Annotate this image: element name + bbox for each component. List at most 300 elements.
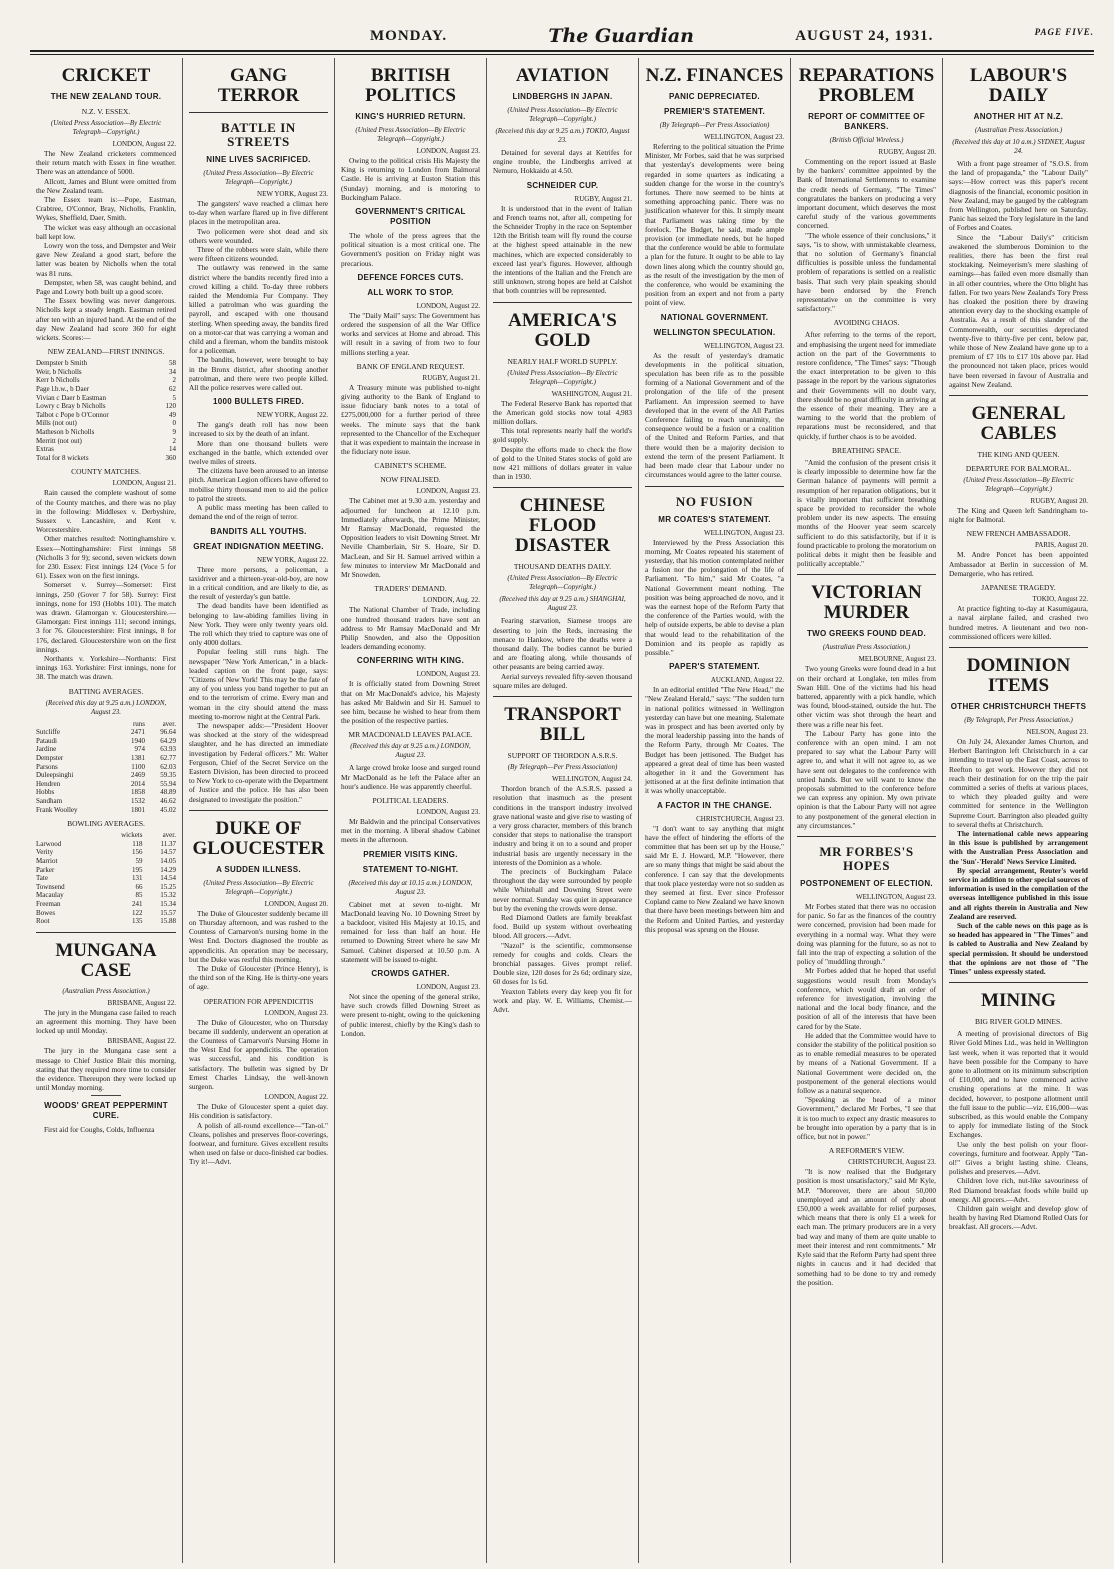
masthead-rule-thin xyxy=(30,54,1094,55)
article-paragraph: Mr Forbes added that he hoped that useful suggestions would result from Monday's conference, which would draft an order of reference for investigation, involving the national and the local body finance, and the position of all of the interests that have been cared for by the State. xyxy=(797,966,936,1031)
politics-dateline-5: RUGBY, August 21. xyxy=(422,373,480,382)
notice-paragraph: By special arrangement, Reuter's world service in addition to other special sources of information is used in the compilation of the overseas intelligence published in this issue and all rights therein in Australia and New Zealand are reserved. xyxy=(949,865,1088,921)
victorian-dateline: MELBOURNE, August 23. xyxy=(858,655,936,664)
innings-row xyxy=(36,394,176,403)
article-paragraph: It is understood that in the event of Italian and French teams not, after all, competing for the Schneider Trophy in the race on September 12th the British team will fly round the course at the highest speed attainable in the new machines, which are expected considerably to exceed last year's figures. However, although the intentions of the Italian and the French are still unknown, strong hopes are held at Calshot that both countries will be represented. xyxy=(493,203,632,296)
section-divider xyxy=(797,574,936,575)
table-cell: 1532 xyxy=(131,797,146,805)
article-paragraph: The Labour Party has gone into the conference with an open mind. I am not prepared to say what the Labour Party will agree to, and what it will not agree to, as we have sent out delegates to the conference with untied hands. But we will want to know the proposals submitted to the conference before we can express any opinion. My own private opinion is that the Labour Party will not agree to any postponement of the general election in any circumstances." xyxy=(797,728,936,830)
bowling-row xyxy=(36,874,176,883)
table-cell: Mills (not out) xyxy=(36,419,77,428)
article-paragraph: Detained for several days at Ketrifes for engine trouble, the Lindberghs arrived at Nemuro, Hokkaido at 4.50. xyxy=(493,148,632,176)
gang-subhead: BATTLE IN STREETS xyxy=(221,120,296,149)
politics-subhead-7: NOW FINALISED. xyxy=(380,475,441,485)
article-paragraph: The Duke of Gloucester (Prince Henry), is the third son of the King. He is thirty-one years of age. xyxy=(189,964,328,992)
reparations-headline: REPARATIONS PROBLEM xyxy=(798,65,935,106)
article-paragraph: At practice fighting to-day at Kasumigaura, a naval airplane failed, and crashed two hundred metres. A lieutenant and two non-commissioned officers were killed. xyxy=(949,604,1088,641)
dominion-subhead: OTHER CHRISTCHURCH THEFTS xyxy=(950,701,1087,711)
innings-row xyxy=(36,402,176,411)
nzfin-headline: N.Z. FINANCES xyxy=(645,65,784,86)
batting-row xyxy=(36,763,176,772)
cricket-subhead: THE NEW ZEALAND TOUR. xyxy=(50,92,162,101)
county-matches-title: COUNTY MATCHES. xyxy=(71,467,141,477)
article-paragraph: The National Chamber of Trade, including one hundred thousand traders have sent an address to Mr Ramsay MacDonald and Mr Philip Snowden, and also the Opposition leaders demanding economy. xyxy=(341,605,480,652)
article-paragraph: Allcott, James and Blunt were omitted from the New Zealand team. xyxy=(36,176,176,195)
politics-subhead-11: POLITICAL LEADERS. xyxy=(372,795,449,805)
table-cell: 48.89 xyxy=(160,788,176,797)
table-cell: 118 xyxy=(132,839,143,848)
column-1 xyxy=(30,58,182,1563)
article-paragraph: The Cabinet met at 9.30 a.m. yesterday and adjourned for luncheon at 12.10 p.m. Immediately afterwards, the Prime Minister, Mr Ramsay MacDonald, requested the Opposition leaders to visit Downing Street. Mr Neville Chamberlain, Sir S. Hoare, Sir D. MacLean, and Sir H. Samuel arrived within a few minutes to interview Mr MacDonald and Mr Snowden. xyxy=(341,496,480,580)
table-cell: 0 xyxy=(172,419,176,428)
table-cell: Matheson b Nicholls xyxy=(36,428,95,437)
politics-dateline-8: LONDON, Aug. 22. xyxy=(423,596,480,605)
gold-subhead: NEARLY HALF WORLD SUPPLY. xyxy=(507,356,618,366)
innings-total-row xyxy=(36,454,176,463)
table-header: wickets xyxy=(121,831,143,840)
aviation-headline: AVIATION xyxy=(515,65,610,86)
flood-headline: CHINESE FLOOD DISASTER xyxy=(514,495,611,557)
table-cell: 85 xyxy=(135,891,143,900)
aviation-subhead-2: SCHNEIDER CUP. xyxy=(526,180,599,190)
gloucester-source: (United Press Association—By Electric Telegraph—Copyright.) xyxy=(203,878,314,896)
masthead-day: MONDAY. xyxy=(370,27,448,44)
article-paragraph: Lowry won the toss, and Dempster and Weir gave New Zealand a good start, before the latter was beaten by Nicholls when the total was 81 runs. xyxy=(36,241,176,278)
gang-subhead-2: NINE LIVES SACRIFICED. xyxy=(206,155,311,164)
cables-subhead-2: DEPARTURE FOR BALMORAL. xyxy=(965,464,1072,474)
article-paragraph: The jury in the Mungana case sent a message to Chief Justice Blair this morning, stating that they required more time to consider the evidence. Thereupon they were locked up until Monday morning. xyxy=(36,1046,176,1093)
batting-row xyxy=(36,797,176,806)
section-divider xyxy=(949,395,1088,396)
innings-title: NEW ZEALAND—FIRST INNINGS. xyxy=(47,347,165,357)
innings-scorecard xyxy=(36,359,176,462)
table-cell: 62.77 xyxy=(160,754,176,763)
table-cell: Jardine xyxy=(36,745,57,754)
notice-paragraph: The international cable news appearing in this issue is published by arrangement with the Australian Press Association and the 'Sun'-'Herald' News Service Limited. xyxy=(949,828,1088,866)
aviation-source: (United Press Association—By Electric Telegraph—Copyright.) xyxy=(507,106,618,123)
gloucester-dateline: LONDON, August 20. xyxy=(264,899,328,908)
table-cell: 14.29 xyxy=(160,865,176,874)
table-cell: Root xyxy=(36,917,50,926)
masthead-date: AUGUST 24, 1931. xyxy=(795,27,934,44)
reparations-subhead: REPORT OF COMMITTEE OF BANKERS. xyxy=(808,112,925,131)
victorian-subhead: TWO GREEKS FOUND DEAD. xyxy=(806,629,927,639)
table-cell: 131 xyxy=(131,874,143,883)
section-divider xyxy=(493,487,632,488)
article-paragraph: The Federal Reserve Bank has reported that the American gold stocks now total 4,983 million dollars. xyxy=(493,398,632,427)
innings-row xyxy=(36,359,176,368)
victorian-source: (Australian Press Association.) xyxy=(822,643,911,652)
nzfin-dateline-7: AUCKLAND, August 22. xyxy=(710,676,784,685)
article-paragraph: Mr Baldwin and the principal Conservatives met in the morning. A liberal shadow Cabinet meets in the afternoon. xyxy=(341,816,480,845)
nzfin-dateline: WELLINGTON, August 23. xyxy=(704,133,784,141)
article-paragraph: Northants v. Yorkshire—Northants: First innings 163. Yorkshire: First innings, none for 38. The match was drawn. xyxy=(36,654,176,682)
batting-row xyxy=(36,728,176,737)
table-cell: Frank Woolley xyxy=(36,805,78,814)
table-cell: 15.25 xyxy=(160,882,176,891)
table-cell: Weir, b Nicholls xyxy=(36,367,82,376)
innings-total-runs: 360 xyxy=(165,453,176,462)
table-cell: Dempster xyxy=(36,754,64,763)
table-cell: Kerr b Nicholls xyxy=(36,376,80,385)
gold-dateline: WASHINGTON, August 21. xyxy=(551,389,632,398)
cables-dateline-3: PARIS, August 20. xyxy=(1034,541,1088,550)
masthead-rule xyxy=(30,50,1094,52)
labour-dateline: (Received this day at 10 a.m.) SYDNEY, August 24. xyxy=(952,138,1085,155)
politics-dateline-4: LONDON, August 22. xyxy=(416,301,480,310)
forbes-dateline: WELLINGTON, August 23. xyxy=(856,892,936,901)
article-paragraph: The gangsters' wave reached a climax here to-day when warfare flared up in five different places in the metropolitan area. xyxy=(189,199,328,227)
gang-subhead-3: 1000 BULLETS FIRED. xyxy=(212,397,305,407)
table-cell: 1858 xyxy=(131,788,146,797)
table-cell: Hendren xyxy=(36,779,61,788)
table-cell: Sutcliffe xyxy=(36,728,60,737)
article-paragraph: The gang's death roll has now been increased to six by the death of an infant. xyxy=(189,420,328,439)
table-cell: 2014 xyxy=(131,779,146,788)
article-paragraph: Rain caused the complete washout of some of the County matches, and there was no play in the following: Middlesex v. Derbyshire, Sussex v. Lancashire, and Kent v. Worcestershire. xyxy=(36,488,176,535)
article-paragraph: With a front page streamer of "S.O.S. from the land of propaganda," the "Labour Daily" says:—How correct was this paper's recent diagnosis of the financial, economic position in New Zealand, may be gauged by the cablegram from Wellington, published here on Saturday. Panic has seized the Tory legislature in the land of Forbes and Coates. xyxy=(949,159,1088,233)
forbes-headline: MR FORBES'S HOPES xyxy=(819,843,914,873)
innings-row xyxy=(36,445,176,454)
table-cell: 96.64 xyxy=(160,728,176,737)
article-paragraph: The whole of the press agrees that the political situation is a most critical one. The Government's position on Friday night was precarious. xyxy=(341,231,480,268)
nzfin-dateline-4: WELLINGTON, August 23. xyxy=(704,341,784,350)
cables-subhead: THE KING AND QUEEN. xyxy=(977,450,1060,460)
gang-headline: GANG TERROR xyxy=(217,65,300,106)
article-paragraph: A public mass meeting has been called to demand the end of the reign of terror. xyxy=(189,503,328,522)
politics-subhead-12: PREMIER VISITS KING. xyxy=(363,849,458,859)
bowling-row xyxy=(36,848,176,857)
column-2 xyxy=(182,58,334,1563)
nzfin-dateline-8: CHRISTCHURCH, August 23. xyxy=(696,814,784,823)
section-divider xyxy=(189,810,328,811)
bowling-averages-title: BOWLING AVERAGES. xyxy=(67,819,145,829)
advertisement: Red Diamond Oatlets are family breakfast food. Build up system without overheating blood. All grocers.—Advt. xyxy=(493,912,632,941)
labour-subhead: ANOTHER HIT AT N.Z. xyxy=(973,112,1064,121)
table-cell: 2469 xyxy=(131,771,146,780)
article-paragraph: Referring to the political situation the Prime Minister, Mr Forbes, said that he was surprised that yesterday's developments were being regarded in some quarters as indicating a sudden change for the worse in the country's fortunes. There now seemed to be hints at something approaching panic. There was no justification whatever for this. It simply meant that Parliament was taking time by the forelock. The Budget, he said, made ample provision (or immediate needs, but he hoped that the conference would be able to formulate a plan for the future. It ought to be able to lay down lines along which the country should go, as the result of the investigation by the men of the conference, who would be examining the position from an expert and not from a party point of view. xyxy=(645,142,784,308)
gloucester-dateline-3: LONDON, August 22. xyxy=(264,1093,328,1102)
article-paragraph: Since the "Labour Daily's" criticism awakened the slumberous Dominion to the realities, there has been the first real stocktaking. Neimeyerism's mere slashing of earnings—has failed even more dismally than in all other countries, where the Otto blight has fallen. For two years New Zealand's Tory Press has cloaked the position there by drawing attention every day to the shocking example of Australia. As a result of this slander of the Commonwealth, our securities depreciated twenty-five to thirty-five per cent, below par, while those of New Zealand have gone up to a premium of £7 10s to £17 10s above par. Had the pronounced not taken place, prices would have been reversed in favour of Australia and against New Zealand. xyxy=(949,232,1088,389)
article-paragraph: Cabinet met at seven to-night. Mr MacDonald leaving No. 10 Downing Street by a backdoor, visited His Majesty at 10.15, and remained for less than half an hour. He returned to Downing Street where he saw Mr Samuel. Cabinet dispersed at 10.50 p.m. A statement will be issued to-night. xyxy=(341,899,480,964)
transport-subhead: SUPPORT OF THORDON A.S.R.S. xyxy=(507,751,618,761)
innings-row xyxy=(36,419,176,428)
article-paragraph: The "Daily Mail" says: The Government has ordered the suspension of all the War Office works and services at Home and abroad. This will result in a saving of from two to four millions sterling a year. xyxy=(341,310,480,357)
peppermint-ad-text: First aid for Coughs, Colds, Influenza xyxy=(44,1125,155,1135)
labour-source: (Australian Press Association.) xyxy=(974,126,1063,134)
innings-row xyxy=(36,376,176,385)
advertisement: "Nazol" is the scientific, commonsense remedy for coughs and colds. Clears the bronchial passages. Gives prompt relief. Double size, 120 doses for 2s 6d; ordinary size, 60 doses for 1s 6d. xyxy=(493,940,632,987)
article-paragraph: The Duke of Gloucester, who on Thursday became ill suddenly, underwent an operation at the Countess of Carnarvon's Nursing Home in the West End for appendicitis. The operation was successful, and his condition is satisfactory. The bulletin was signed by Dr Ernest Charles Lindsay, the well-known surgeon. xyxy=(189,1017,328,1092)
gold-source: (United Press Association—By Electric Telegraph—Copyright.) xyxy=(507,368,618,386)
article-paragraph: A Treasury minute was published to-night giving authority to the Bank of England to issue fiduciary bank notes to a total of £275,000,000 for a further period of three weeks. The minute says that the bank represented to the Chancellor of the Exchequer that it was expedient to maintain the increase in the fiduciary note issue. xyxy=(341,382,481,457)
cables-dateline: RUGBY, August 20. xyxy=(1030,497,1088,506)
mungana-headline: MUNGANA CASE xyxy=(55,939,157,981)
county-dateline: LONDON, August 21. xyxy=(112,479,176,488)
mungana-dateline-2: BRISBANE, August 22. xyxy=(107,1037,176,1046)
advertisement: Children love rich, nut-like savouriness of Red Diamond breakfast foods while build up energy. All grocers.—Advt. xyxy=(949,1176,1088,1204)
bowling-row xyxy=(36,909,176,918)
flood-subhead: THOUSAND DEATHS DAILY. xyxy=(513,562,612,572)
article-paragraph: Two policemen were shot dead and six others were wounded. xyxy=(189,226,328,245)
table-cell: 15.57 xyxy=(160,908,176,917)
table-cell: Merritt (not out) xyxy=(36,436,82,445)
gang-subhead-5: GREAT INDIGNATION MEETING. xyxy=(193,541,324,551)
mining-headline: MINING xyxy=(981,990,1056,1012)
article-paragraph: The wicket was easy although an occasional ball kept low. xyxy=(36,222,176,241)
innings-row xyxy=(36,368,176,377)
batting-row xyxy=(36,780,176,789)
peppermint-ad-title: WOODS' GREAT PEPPERMINT CURE. xyxy=(44,1101,168,1121)
gloucester-subhead: A SUDDEN ILLNESS. xyxy=(216,864,301,874)
article-paragraph: Thordon branch of the A.S.R.S. passed a resolution that inasmuch as the present conditions in the transport industry involved grave national waste and give rise to wasting of a very gross character, members of this branch consider that steps to nationalise the transport industry and bring it on to a sound and proper industrial basis are urgently necessary in the interests of the Dominion as a whole. xyxy=(493,784,633,867)
section-divider xyxy=(189,112,328,113)
politics-subhead-13: STATEMENT TO-NIGHT. xyxy=(362,864,459,874)
politics-dateline-11: LONDON, August 23. xyxy=(416,807,480,816)
article-paragraph: The New Zealand cricketers commenced their return match with Essex in fine weather. There was an attendance of 5000. xyxy=(36,149,176,177)
table-cell: Parker xyxy=(36,865,55,874)
table-cell: 34 xyxy=(169,367,176,376)
article-paragraph: He added that the Committee would have to consider the stability of the political position so as to enable remedial measures to be operated by means of a National Government. If a National Government were decided on, the postponement of the general elections would follow as a natural sequence. xyxy=(797,1030,936,1096)
table-cell: Macaulay xyxy=(36,891,64,900)
table-cell: 62 xyxy=(169,385,176,394)
article-paragraph: Commenting on the report issued at Basle by the bankers' committee appointed by the Bank of International Settlements to examine the credit needs of Germany, "The Times" congratulates the bankers on producing a very important document, which deserves the most careful study of the various governments concerned. xyxy=(797,157,936,231)
batting-row xyxy=(36,771,176,780)
section-divider xyxy=(645,486,784,487)
article-paragraph: Dempster, when 58, was caught behind, and Page and Lowry both built up a good score. xyxy=(36,277,176,297)
aviation-subhead: LINDBERGHS IN JAPAN. xyxy=(512,92,613,101)
politics-subhead-4: ALL WORK TO STOP. xyxy=(367,287,454,297)
innings-row xyxy=(36,411,176,420)
table-cell: 45.02 xyxy=(160,805,176,814)
section-divider xyxy=(493,696,632,697)
article-paragraph: Three of the robbers were slain, while there were fifteen citizens wounded. xyxy=(189,245,328,264)
politics-subhead-5: BANK OF ENGLAND REQUEST. xyxy=(356,361,465,371)
table-cell: Talbot c Pope b O'Connor xyxy=(36,410,109,419)
table-cell: 15.32 xyxy=(160,891,176,900)
table-cell: Sandham xyxy=(36,797,63,805)
article-paragraph: The citizens have been aroused to an intense pitch. American Legion officers have offered to mobilise thirty thousand men to aid the police to patrol the streets. xyxy=(189,466,328,503)
column-4 xyxy=(486,58,638,1563)
section-divider xyxy=(949,982,1088,983)
article-paragraph: The outlawry was renewed in the same district where the bandits recently fired into a crowd killing a child. To-day three robbers raided the Mendomia Fur Company. They killed a patrolman who was guarding the payroll, and escaped with one thousand sterling. When speeding away, the bandits fired on a motor-car that was carrying a woman and child and a fireman, whom the bandits mistook for a policeman. xyxy=(189,263,328,356)
table-header: runs xyxy=(132,719,146,728)
article-paragraph: Two young Greeks were found dead in a hut on their orchard at Longlake, ten miles from Swan Hill. One of the victims had his head battered, apparently with a pick handle, which was found, blood-stained, outside the hut. The other victim was shot through the heart and there was a rifle near his feet. xyxy=(797,664,936,729)
politics-subhead-6: CABINET'S SCHEME. xyxy=(374,461,447,471)
reparations-dateline: RUGBY, August 20. xyxy=(878,148,936,156)
transport-dateline: WELLINGTON, August 24. xyxy=(552,775,632,784)
table-cell: 11.37 xyxy=(160,839,176,848)
table-cell: Hobbs xyxy=(36,788,55,797)
table-cell: Pataudi xyxy=(36,736,57,745)
article-paragraph: Popular feeling still runs high. The newspaper "New York American," in a black-leaded caption on the front page, says: "Citizens of New York! This may be the fate of any of you unless you band together to put an end to the terrorism of crime. Every man and woman in the city should attend the mass meeting to-morrow night at the Central Park. xyxy=(189,647,328,721)
reparations-subhead-3: BREATHING SPACE. xyxy=(832,445,901,455)
table-cell: Bowes xyxy=(36,908,56,917)
table-header-row xyxy=(36,720,176,729)
gang-dateline-3: NEW YORK, August 22. xyxy=(257,555,328,564)
article-paragraph: The Duke of Gloucester spent a quiet day. His condition is satisfactory. xyxy=(189,1102,328,1121)
table-cell: Parsons xyxy=(36,762,58,771)
bowling-row xyxy=(36,900,176,909)
article-paragraph: Other matches resulted: Nottinghamshire v. Essex—Nottinghamshire: First innings 58 (Nicholls 3 for 9); second, seven wickets down for 230. Essex: First innings 124 (Voce 5 for 61). Essex won on the first innings. xyxy=(36,534,176,581)
article-paragraph: The newspaper adds:—"President Hoover was shocked at the story of the widespread slaughter, and he has directed an immediate investigation by Federal officers." Mr. Walter Ferguson, Chief of the Secret Service on the Eastern Division, has been directed to proceed to New York to co-operate with the Department of Justice and the police. He has also been designated to investigate the position." xyxy=(189,720,329,804)
cricket-headline: CRICKET xyxy=(61,65,151,86)
mining-subhead: BIG RIVER GOLD MINES. xyxy=(974,1017,1063,1027)
masthead-paper-name: The Guardian xyxy=(548,25,694,47)
advertisement: Yeaxton Tablets every day keep you fit for work and play. W. E. Williams, Chemist.—Advt. xyxy=(493,986,632,1014)
table-cell: 1801 xyxy=(131,805,146,814)
article-paragraph: This total represents nearly half the world's gold supply. xyxy=(493,426,632,445)
politics-dateline-7: LONDON, August 23. xyxy=(416,487,480,496)
notice-paragraph: Such of the cable news on this page as is so headed has appeared in "The Times" and is cabled to Australia and New Zealand by special permission. It should be understood that the opinions are not those of "The Times" unless expressly stated. xyxy=(949,920,1088,976)
article-paragraph: The King and Queen left Sandringham to-night for Balmoral. xyxy=(949,506,1088,525)
table-cell: 241 xyxy=(131,899,143,908)
gloucester-dateline-2: LONDON, August 23. xyxy=(264,1008,328,1017)
aviation-dateline: (Received this day at 9.25 a.m.) TOKIO, August 23. xyxy=(495,127,630,144)
dominion-dateline: NELSON, August 23. xyxy=(1026,727,1088,736)
table-cell: Larwood xyxy=(36,839,62,848)
reparations-source: (British Official Wireless.) xyxy=(829,136,904,144)
nzfin-subhead-8: A FACTOR IN THE CHANGE. xyxy=(657,800,772,810)
article-paragraph: The dead bandits have been identified as belonging to law-abiding families living in New York. They were only twenty years old. The roll which they tried to capture was one of only 4000 dollars. xyxy=(189,601,328,648)
innings-row xyxy=(36,385,176,394)
table-cell: Duleepsinghi xyxy=(36,771,74,780)
table-cell: 2 xyxy=(172,436,176,445)
bowling-row xyxy=(36,891,176,900)
bowling-row xyxy=(36,866,176,875)
article-paragraph: Mr Forbes stated that there was no occasion for panic. So far as the finances of the country were concerned, provision had been made for everything in a normal way. What they were doing was planning for the future, so as not to fall into the trap of expecting a solution of the policy of "muddling through." xyxy=(797,901,936,967)
advertisement: Use only the best polish on your floor-coverings, furniture and footwear. Apply "Tan-ol!" Gives a bright lasting shine. Cleans, polishes and preserves.—Advt. xyxy=(949,1139,1088,1177)
cables-dateline-4: TOKIO, August 22. xyxy=(1032,595,1088,604)
article-paragraph: Despite the efforts made to check the flow of gold to the United States stocks of gold are now 421 millions of dollars greater in value than in 1930. xyxy=(493,444,632,482)
batting-row xyxy=(36,788,176,797)
batting-row xyxy=(36,737,176,746)
gang-source: (United Press Association—By Electric Telegraph—Copyright.) xyxy=(203,169,314,186)
batting-averages-title: BATTING AVERAGES. xyxy=(68,686,144,696)
column-3 xyxy=(334,58,486,1563)
article-paragraph: "It is now realised that the Budgetary position is most unsatisfactory," said Mr Kyle, M.P. "Moreover, there are about 50,000 unemployed and an amount of only about £50,000 a week available for relief purposes, which means that there is only £1 a week for each man. The primary producers are in a very bad way and many of them are quite unable to meet their interest and rent commitments." Mr Kyle said that the Reform Party had spent three nights in caucus and it had decided that something had to be done to try and remedy the position. xyxy=(797,1167,936,1287)
column-6 xyxy=(790,58,942,1563)
table-cell: 14.54 xyxy=(160,874,176,883)
nzfin-subhead-5: NO FUSION xyxy=(675,493,754,509)
innings-total-label: Total for 8 wickets xyxy=(36,453,89,462)
politics-dateline: LONDON, August 23. xyxy=(416,147,480,155)
table-cell: 135 xyxy=(131,917,143,926)
article-paragraph: "The whole essence of their conclusions," it says, "is to show, with unmistakable clearness, that no solution of Germany's financial difficulties is possible unless the fundamental problem of reparations is settled on a realistic basis. That such very plain speaking should have been endorsed by the French representative on the committee is very satisfactory." xyxy=(797,230,936,314)
politics-source: (United Press Association—By Electric Telegraph—Copyright.) xyxy=(355,126,466,143)
politics-subhead-3: DEFENCE FORCES CUTS. xyxy=(357,272,464,282)
table-cell: 2471 xyxy=(131,728,146,737)
cricket-source: (United Press Association—By Electric Telegraph—Copyright.) xyxy=(50,119,162,136)
table-cell: 58 xyxy=(169,359,176,368)
article-paragraph: Owing to the political crisis His Majesty the King is returning to London from Balmoral Castle. He is arriving at Euston Station this (Sunday) morning, and is motoring to Buckingham Palace. xyxy=(341,156,480,202)
table-cell: 55.94 xyxy=(160,779,176,788)
nzfin-dateline-6: WELLINGTON, August 23. xyxy=(704,528,784,537)
table-cell: 122 xyxy=(131,908,143,917)
politics-subhead-2: GOVERNMENT'S CRITICAL POSITION xyxy=(355,207,466,227)
table-cell: 2 xyxy=(172,376,176,385)
table-cell: Lowry c Bray b Nicholls xyxy=(36,402,106,411)
gloucester-subhead-2: OPERATION FOR APPENDICITIS xyxy=(203,996,314,1006)
table-cell: 5 xyxy=(172,393,176,402)
article-paragraph: It is officially stated from Downing Street that on Mr MacDonald's advice, his Majesty has asked Mr Baldwin and Sir H. Samuel to see him, because he wished to hear from them the position of the respective parties. xyxy=(341,679,480,726)
table-header-row xyxy=(36,831,176,840)
flood-dateline: (Received this day at 9.25 a.m.) SHANGHAI, August 23. xyxy=(499,595,626,613)
article-paragraph: "Speaking as the head of a minor Government," declared Mr Forbes, "I see that it is too much to expect any drastic measures to be brought into operation by a party that is in office, but not in power." xyxy=(797,1095,936,1142)
table-cell: Townsend xyxy=(36,882,65,891)
table-cell: 64.29 xyxy=(160,736,176,745)
section-divider xyxy=(949,647,1088,648)
masthead-page-number: PAGE FIVE. xyxy=(1034,27,1094,37)
table-cell: 156 xyxy=(131,848,143,857)
table-cell: 9 xyxy=(172,428,176,437)
dominion-headline: DOMINION ITEMS xyxy=(966,654,1071,696)
table-cell: 46.62 xyxy=(160,797,176,805)
gold-headline: AMERICA'S GOLD xyxy=(508,309,617,351)
aviation-dateline-2: RUGBY, August 21. xyxy=(574,194,632,203)
table-cell: 15.88 xyxy=(160,917,176,926)
politics-subhead-10: MR MACDONALD LEAVES PALACE. xyxy=(348,730,473,740)
section-divider xyxy=(36,932,176,933)
table-header: aver. xyxy=(162,831,176,840)
cables-source: (United Press Association—By Electric Telegraph—Copyright.) xyxy=(963,476,1074,494)
politics-subhead-9: CONFERRING WITH KING. xyxy=(356,656,465,666)
gang-dateline: NEW YORK, August 23. xyxy=(257,190,328,198)
reparations-subhead-2: AVOIDING CHAOS. xyxy=(833,318,900,328)
mungana-source: (Australian Press Association.) xyxy=(62,986,150,995)
politics-dateline-10: (Received this day at 9.25 a.m.) LONDON, August 23. xyxy=(350,742,471,760)
gloucester-headline: DUKE OF GLOUCESTER xyxy=(192,817,325,859)
nzfin-subhead-3: NATIONAL GOVERNMENT. xyxy=(660,312,769,322)
section-divider xyxy=(797,836,936,837)
table-cell: 974 xyxy=(134,745,146,754)
section-divider xyxy=(493,302,632,303)
article-paragraph: Fearing starvation, Siamese troops are deserting to join the Reds, increasing the menace to Hankow, where the deaths were a thousand daily. The bodies cannot be buried and are floating along, while thousands of other peasants are being carried away. xyxy=(493,616,632,672)
cables-subhead-3: NEW FRENCH AMBASSADOR. xyxy=(966,529,1071,539)
forbes-subhead: POSTPONEMENT OF ELECTION. xyxy=(800,878,933,888)
bowling-averages-table xyxy=(36,831,176,926)
politics-subhead-8: TRADERS' DEMAND. xyxy=(374,584,447,594)
table-cell: 14.05 xyxy=(160,856,176,865)
article-paragraph: Aerial surveys revealed fifty-seven thousand square miles are deluged. xyxy=(493,671,632,690)
article-paragraph: Interviewed by the Press Association this morning, Mr Coates repeated his statement of yesterday, that his motion contemplated neither a fusion nor the prolongation of the life of Parliament. "To him," said Mr Coates, "a National Government meant nothing. The position was being approached de novo, and it was the earnest hope of the Reform Party that the conference of the Parties would, with the help of outside experts, be able to devise a plan that would lead to the rehabilitation of the Dominion and its people as rapidly as possible." xyxy=(645,537,784,657)
cricket-match: N.Z. V. ESSEX. xyxy=(81,107,131,116)
table-cell: Marriot xyxy=(36,856,58,865)
forbes-dateline-2: CHRISTCHURCH, August 23. xyxy=(848,1158,936,1167)
bowling-row xyxy=(36,917,176,926)
cables-subhead-4: JAPANESE TRAGEDY. xyxy=(981,583,1056,593)
cables-headline: GENERAL CABLES xyxy=(971,403,1066,445)
table-cell: Vivian c Daer b Eastman xyxy=(36,393,106,402)
article-paragraph: Three more persons, a policeman, a taxidriver and a thirteen-year-old-boy, are now in a critical condition, and are likely to die, as the result of yesterday's gun battle. xyxy=(189,564,328,602)
bowling-row xyxy=(36,883,176,892)
nzfin-subhead-6: MR COATES'S STATEMENT. xyxy=(658,514,771,524)
transport-headline: TRANSPORT BILL xyxy=(504,704,621,746)
article-paragraph: Not since the opening of the general strike, have such crowds filled Downing Street as were present to-night, owing to the quickening of public interest, chiefly by the King's dash to London. xyxy=(341,991,480,1038)
labour-headline: LABOUR'S DAILY xyxy=(969,65,1068,106)
article-paragraph: On July 24, Alexander James Churton, and Herbert Barrington left Christchurch in a car intending to travel up the East Coast, across to Reefton to get work. However they did not reach their destination for on the trip the pair committed a series of thefts at various places, to which they pleaded guilty and were committed for sentence in the Wellington Supreme Court. Barrington also pleaded guilty to several thefts at Christchurch. xyxy=(949,736,1088,829)
masthead xyxy=(30,22,1094,50)
table-cell: 62.03 xyxy=(160,762,176,771)
table-cell: 49 xyxy=(169,410,176,419)
table-cell: 14 xyxy=(169,445,176,454)
advertisement: Children gain weight and develop glow of health by having Red Diamond Rolled Oats for breakfast. All grocers.—Advt. xyxy=(949,1204,1088,1232)
bowling-row xyxy=(36,840,176,849)
table-header xyxy=(36,831,97,840)
batting-averages-table xyxy=(36,720,176,815)
article-paragraph: The Essex bowling was never dangerous. Nicholls kept a steady length. Eastman retired after ten with an injured hand. At the end of the day New Zealand had score 360 for eight wickets. Scores:— xyxy=(36,296,176,343)
politics-subhead-14: CROWDS GATHER. xyxy=(371,968,450,978)
